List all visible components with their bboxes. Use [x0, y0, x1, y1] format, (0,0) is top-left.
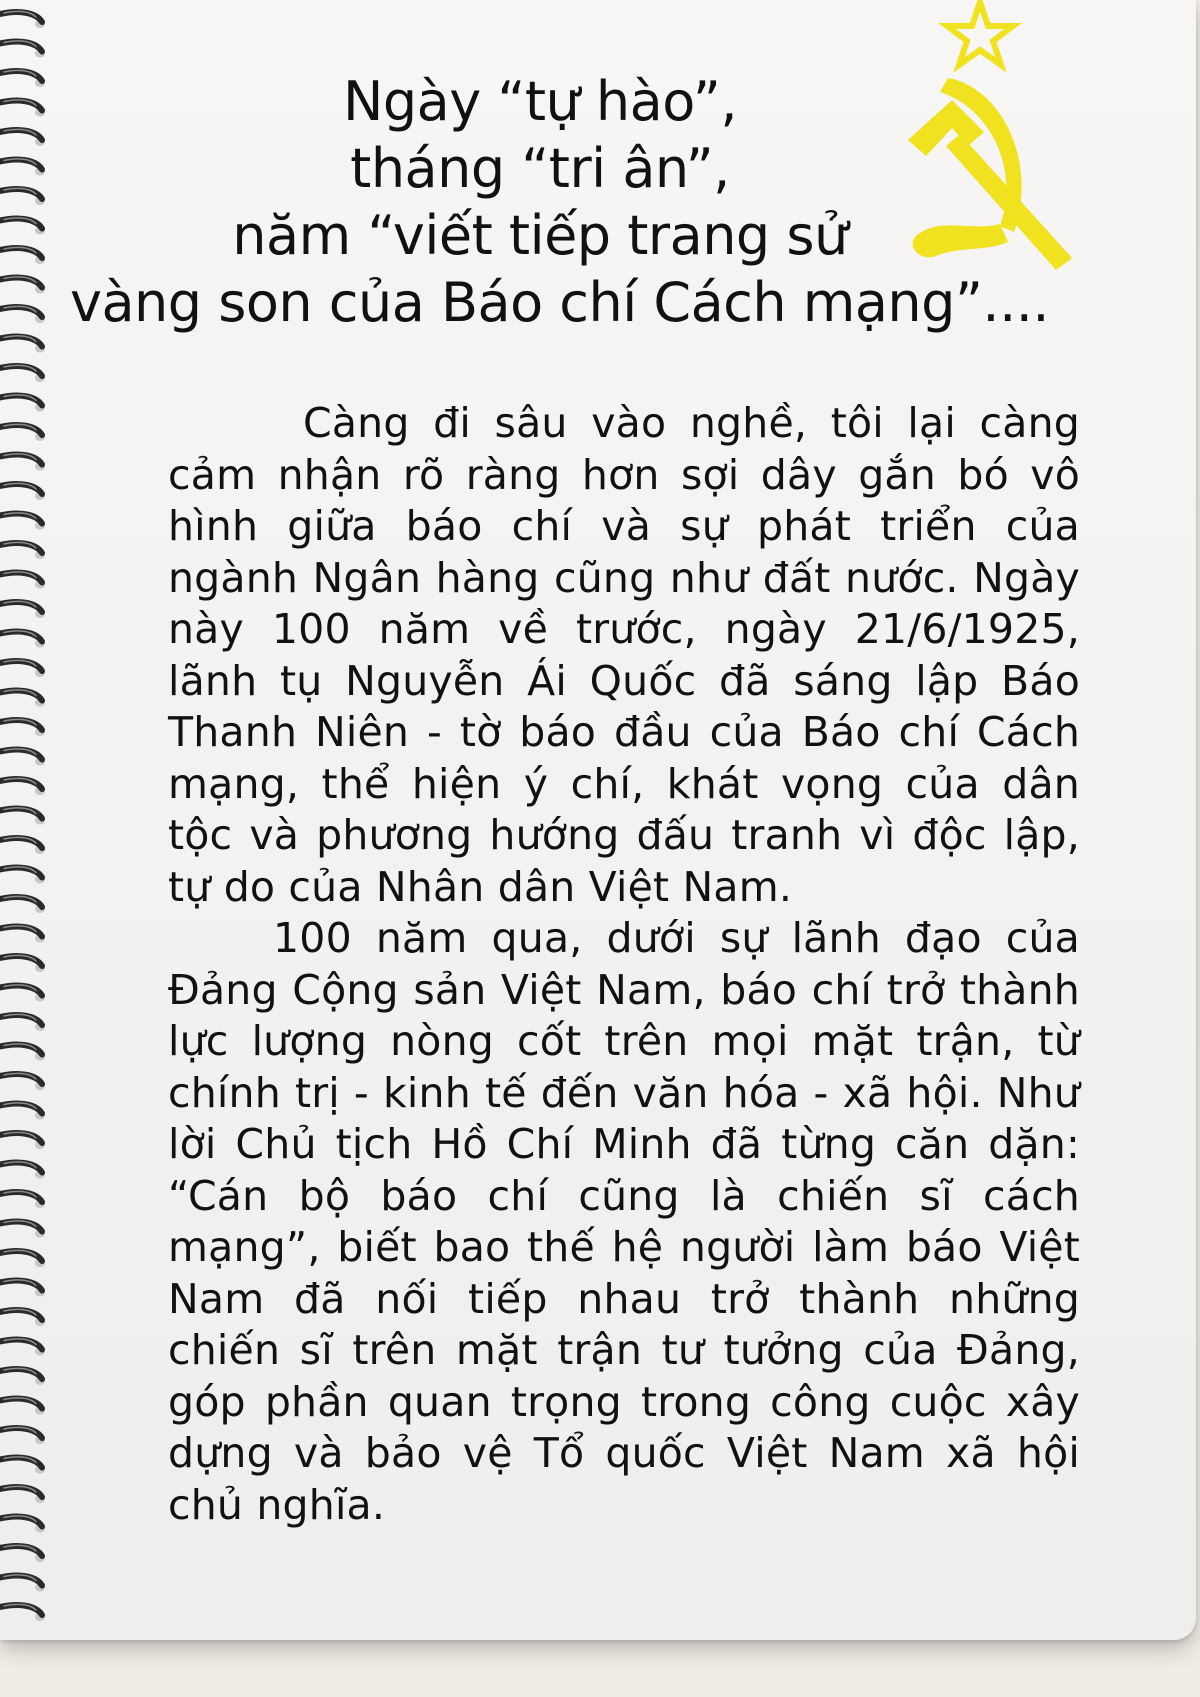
spiral-ring [0, 129, 45, 146]
spiral-ring [0, 365, 45, 382]
spiral-ring [0, 395, 45, 412]
spiral-ring [0, 1457, 45, 1474]
spiral-ring [0, 277, 45, 294]
spiral-ring [0, 896, 45, 913]
spiral-ring [0, 808, 45, 825]
spiral-ring [0, 631, 45, 648]
spiral-ring [0, 572, 45, 589]
spiral-ring [0, 247, 45, 264]
paragraph-1: Càng đi sâu vào nghề, tôi lại càng cảm nhận rõ ràng hơn sợi dây gắn bó vô hình giữa báo chí và sự phát triển của ngành Ngân hàng cũng như đất nước. Ngày này 100 năm về trước, ngày 21/6/1925, lãnh tụ Nguyễn Ái Quốc đã sáng lập Báo Thanh Niên - tờ báo đầu của Báo chí Cách mạng, thể hiện ý chí, khát vọng của dân tộc và phương hướng đấu tranh vì độc lập, tự do của Nhân dân Việt Nam. [168, 399, 1080, 911]
spiral-ring [0, 1162, 45, 1179]
spiral-ring [0, 837, 45, 854]
spiral-ring [0, 1103, 45, 1120]
spiral-ring [0, 1014, 45, 1031]
spiral-binding-icon [0, 0, 60, 1640]
article-body [168, 398, 1080, 1531]
spiral-ring [0, 1132, 45, 1149]
spiral-ring [0, 1398, 45, 1415]
spiral-ring [0, 11, 45, 28]
spiral-ring [0, 1516, 45, 1533]
spiral-ring [0, 1044, 45, 1061]
paragraph-2: 100 năm qua, dưới sự lãnh đạo của Đảng Cộng sản Việt Nam, báo chí trở thành lực lượng nòng cốt trên mọi mặt trận, từ chính trị - kinh tế đến văn hóa - xã hội. Như lời Chủ tịch Hồ Chí Minh đã từng căn dặn: “Cán bộ báo chí cũng là chiến sĩ cách mạng”, biết bao thế hệ người làm báo Việt Nam đã nối tiếp nhau trở thành những chiến sĩ trên mặt trận tư tưởng của Đảng, góp phần quan trọng trong công cuộc xây dựng và bảo vệ Tổ quốc Việt Nam xã hội chủ nghĩa. [168, 914, 1080, 1529]
spiral-ring [0, 719, 45, 736]
spiral-ring [0, 1604, 45, 1621]
spiral-ring [0, 1073, 45, 1090]
spiral-ring [0, 41, 45, 58]
spiral-ring [0, 1486, 45, 1503]
spiral-ring [0, 749, 45, 766]
title-line-4: vàng son của Báo chí Cách mạng”.... [70, 271, 1050, 334]
spiral-ring [0, 1221, 45, 1238]
title-line-1: Ngày “tự hào”, [343, 70, 737, 133]
spiral-ring [0, 513, 45, 530]
spiral-ring [0, 955, 45, 972]
spiral-ring [0, 1427, 45, 1444]
spiral-ring [0, 778, 45, 795]
spiral-ring [0, 1545, 45, 1562]
spiral-ring [0, 454, 45, 471]
spiral-ring [0, 1250, 45, 1267]
spiral-ring [0, 1191, 45, 1208]
spiral-ring [0, 159, 45, 176]
title-line-2: tháng “tri ân”, [350, 137, 730, 200]
spiral-ring [0, 601, 45, 618]
spiral-ring [0, 926, 45, 943]
spiral-ring [0, 1575, 45, 1592]
spiral-ring [0, 1368, 45, 1385]
spiral-ring [0, 306, 45, 323]
spiral-ring [0, 424, 45, 441]
spiral-ring [0, 100, 45, 117]
spiral-ring [0, 1339, 45, 1356]
spiral-ring [0, 1309, 45, 1326]
spiral-ring [0, 690, 45, 707]
spiral-ring [0, 218, 45, 235]
spiral-ring [0, 336, 45, 353]
page-title [70, 68, 1050, 336]
title-line-3: năm “viết tiếp trang sử [232, 204, 848, 267]
spiral-ring [0, 188, 45, 205]
spiral-ring [0, 660, 45, 677]
spiral-ring [0, 542, 45, 559]
spiral-ring [0, 1280, 45, 1297]
spiral-ring [0, 985, 45, 1002]
spiral-ring [0, 483, 45, 500]
spiral-ring [0, 70, 45, 87]
spiral-ring [0, 867, 45, 884]
